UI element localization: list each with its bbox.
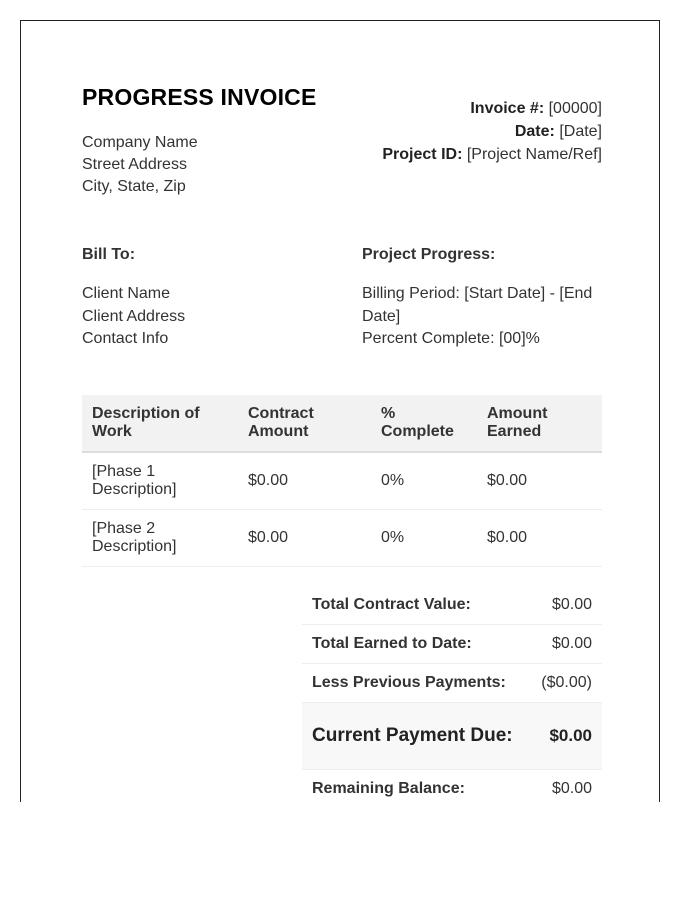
row-amount-earned: $0.00: [477, 452, 602, 510]
summary-row-previous-payments: [302, 664, 602, 703]
project-progress-heading: Project Progress:: [362, 246, 496, 263]
invoice-date-value: [Date]: [559, 123, 602, 140]
total-earned-label: Total Earned to Date:: [302, 625, 529, 664]
row-description: [Phase 1 Description]: [82, 452, 238, 510]
previous-payments-value: ($0.00): [529, 664, 602, 703]
work-table: [82, 395, 602, 567]
row-amount-earned: $0.00: [477, 510, 602, 567]
header-contract-amount: Contract Amount: [238, 395, 371, 452]
client-address: Client Address: [82, 307, 186, 325]
invoice-date-label: Date:: [514, 123, 555, 140]
invoice-meta: [382, 97, 602, 166]
invoice-number-row: [382, 97, 602, 120]
invoice-title: PROGRESS INVOICE: [82, 84, 317, 110]
row-contract-amount: $0.00: [238, 510, 371, 567]
summary-table: [302, 586, 602, 802]
invoice-page: [20, 20, 660, 802]
client-name: Client Name: [82, 285, 171, 302]
summary-row-remaining: [302, 770, 602, 803]
summary-row-total-contract: [302, 586, 602, 625]
row-percent-complete: 0%: [371, 452, 477, 510]
header-amount-earned: Amount Earned: [477, 395, 602, 452]
summary-row-total-earned: [302, 625, 602, 664]
company-block: [82, 132, 198, 198]
bill-to-section: [82, 246, 342, 351]
invoice-number-label: Invoice #:: [470, 100, 545, 117]
project-progress-lines: [362, 283, 602, 351]
percent-complete: Percent Complete: [00]%: [362, 330, 540, 347]
table-row: [82, 510, 602, 567]
project-id-label: Project ID:: [382, 146, 463, 163]
company-street: Street Address: [82, 156, 187, 173]
work-table-header-row: [82, 395, 602, 452]
invoice-number-value: [00000]: [548, 100, 602, 117]
company-name: Company Name: [82, 134, 198, 151]
current-due-value: $0.00: [529, 703, 602, 770]
remaining-label: Remaining Balance:: [312, 780, 465, 797]
header-description: Description of Work: [82, 395, 238, 452]
header-percent-complete: % Complete: [371, 395, 477, 452]
total-contract-label: Total Contract Value:: [302, 586, 529, 625]
company-city: City, State, Zip: [82, 178, 186, 195]
table-row: [82, 452, 602, 510]
project-progress-section: [362, 246, 602, 351]
row-percent-complete: 0%: [371, 510, 477, 567]
total-contract-value: $0.00: [529, 586, 602, 625]
row-description: [Phase 2 Description]: [82, 510, 238, 567]
row-contract-amount: $0.00: [238, 452, 371, 510]
previous-payments-label: Less Previous Payments:: [302, 664, 529, 703]
summary-row-current-due: [302, 703, 602, 770]
project-id-row: [382, 143, 602, 166]
invoice-date-row: [382, 120, 602, 143]
current-due-label: Current Payment Due:: [302, 703, 529, 770]
bill-to-lines: [82, 283, 342, 351]
billing-period: Billing Period: [Start Date] - [End Date]: [362, 285, 593, 325]
total-earned-value: $0.00: [529, 625, 602, 664]
project-id-value: [Project Name/Ref]: [466, 146, 602, 163]
remaining-value: $0.00: [551, 780, 592, 797]
bill-to-heading: Bill To:: [82, 246, 136, 263]
client-contact: Contact Info: [82, 330, 169, 347]
